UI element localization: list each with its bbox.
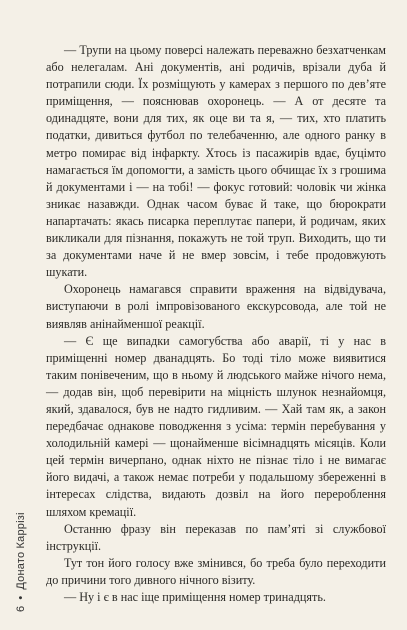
paragraph-6: — Ну і є в нас іще приміщення номер тринадцять.: [64, 590, 326, 604]
body-text: [46, 42, 386, 606]
running-footer: [15, 512, 27, 612]
paragraph-1: — Трупи на цьому поверсі належать переважно безхатченкам або нелегалам. Ані документів, ані родичів, врізали дуба й потрапили сюди. Їх розміщують у камерах з першого по дев’яте приміщення, — пояснював охоронець. — А от десяте та одинадцяте, вони для тих, як оце ви та я, — тих, хто платить податки, дивиться футбол по телебаченню, але одного ранку в метро помирає від інфаркту. Хтось із пасажирів вдає, буцімто намагається їм допомогти, а замість цього обчищає їх з грошима й документами і — на тобі! — фокус готовий: чоловік чи жінка зникає назавжди. Однак часом буває й таке, що бюрократи напартачать: якась писарка переплутає папери, й родичам, яких викликали для пізнання, покажуть не той труп. Виходить, що ти за документами наче й не вмер зовсім, і тебе продовжують шукати.: [46, 43, 386, 280]
page-number: 6: [15, 605, 27, 612]
paragraph-4: Останню фразу він переказав по пам’яті зі службової інструкції.: [46, 521, 386, 553]
author-name: Донато Каррізі: [15, 512, 27, 590]
bullet-separator: •: [15, 595, 27, 600]
paragraph-3: — Є ще випадки самогубства або аварії, ті у нас в приміщенні номер дванадцять. Бо тоді тіло може виявитися таким понівеченим, що в ньому й людського майже нічого нема, — додав він, щоб перевірити на міцність шлунок незнайомця, який, здавалося, був не надто гидливим. — Хай там як, а закон передбачає однакове поводження з усіма: термін перебування у холодильній камері — щонайменше вісімнадцять місяців. Коли цей термін вичерпано, однак ніхто не пізнає тіло і не вимагає його видачі, а також немає потреби у подальшому збереженні в інтересах слідства, видають дозвіл на його перероблення шляхом кремації.: [46, 333, 386, 519]
paragraph-2: Охоронець намагався справити враження на відвідувача, виступаючи в ролі імпровізованого екскурсовода, але той не виявляв анінайменшої реакції.: [46, 282, 386, 331]
paragraph-5: Тут тон його голосу вже змінився, бо треба було переходити до причини того дивного нічного візиту.: [46, 555, 386, 587]
